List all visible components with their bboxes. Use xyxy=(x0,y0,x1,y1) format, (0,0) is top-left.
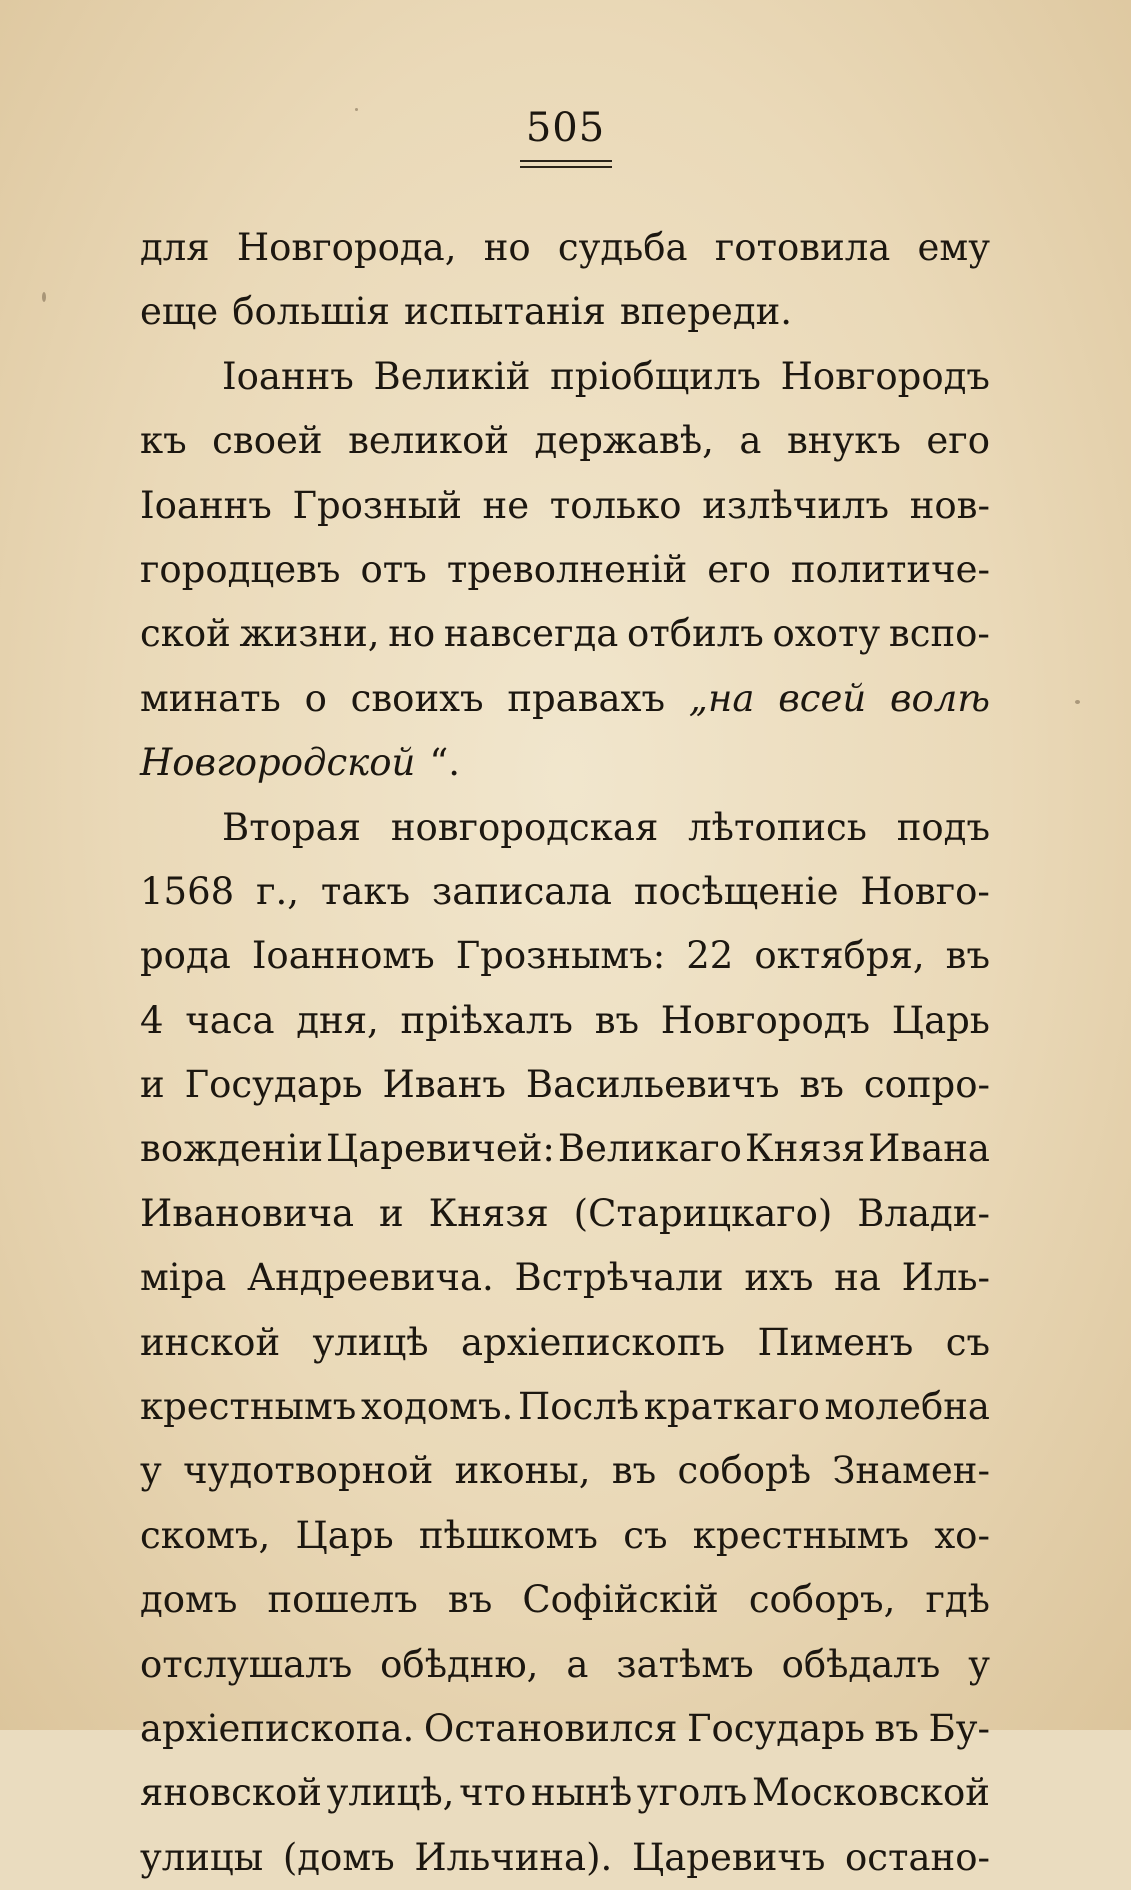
word: Остановился xyxy=(423,1706,678,1750)
word: его xyxy=(707,547,771,591)
word: впереди. xyxy=(619,290,793,334)
word: Влади- xyxy=(857,1191,990,1235)
word: Ильчина). xyxy=(414,1835,613,1879)
word: записала xyxy=(432,869,612,913)
text-line xyxy=(140,474,990,538)
word: внукъ xyxy=(786,419,901,463)
word: вожденіи xyxy=(140,1127,323,1171)
word: Іоаннъ xyxy=(222,354,354,398)
word: и xyxy=(379,1191,404,1235)
text-line xyxy=(140,345,990,409)
word: Вторая xyxy=(222,805,362,849)
word: Государь xyxy=(687,1706,865,1750)
word: отбилъ xyxy=(627,612,764,656)
word: инской xyxy=(140,1320,281,1364)
word: жизни, xyxy=(239,612,380,656)
word: еще xyxy=(140,290,219,334)
word: лѣтопись xyxy=(688,805,867,849)
paper-speck xyxy=(42,292,46,302)
word: крестнымъ xyxy=(692,1513,910,1557)
word: судьба xyxy=(557,226,688,269)
word: своей xyxy=(212,419,323,463)
word: новгородская xyxy=(390,805,659,849)
page-number: 505 xyxy=(525,105,606,151)
word: въ xyxy=(611,1449,657,1493)
word: (Старицкаго) xyxy=(573,1191,833,1235)
word: домъ xyxy=(140,1578,238,1622)
word: рода xyxy=(140,934,231,978)
word: такъ xyxy=(320,869,411,913)
word: Новгородъ xyxy=(780,354,990,398)
word: Ивана xyxy=(868,1127,990,1171)
word: политиче- xyxy=(790,547,990,591)
text-line xyxy=(140,731,990,795)
word: обѣдню, xyxy=(380,1642,539,1686)
text-line xyxy=(140,1697,990,1761)
word: Іоаннъ xyxy=(140,483,272,527)
word: г., xyxy=(256,869,299,913)
word: хо- xyxy=(934,1513,990,1557)
word: своихъ xyxy=(350,676,484,720)
text-line xyxy=(140,924,990,988)
word: Послѣ xyxy=(517,1385,640,1429)
word: посѣщеніе xyxy=(633,869,839,913)
word: иконы, xyxy=(454,1449,591,1493)
word: минать xyxy=(140,676,281,720)
word: въ xyxy=(799,1063,844,1107)
word: пріобщилъ xyxy=(550,354,761,398)
word: Грозный xyxy=(292,483,462,527)
word: охоту xyxy=(772,612,881,656)
word: на xyxy=(834,1256,881,1300)
text-line xyxy=(140,1826,990,1890)
word: а xyxy=(739,419,762,463)
word: Царь xyxy=(891,998,990,1042)
word: Новго- xyxy=(860,869,990,913)
word: навсегда xyxy=(443,612,619,656)
text-line xyxy=(140,280,990,344)
word: излѣчилъ xyxy=(702,483,890,527)
word: отслушалъ xyxy=(140,1642,353,1686)
word: только xyxy=(549,483,682,527)
word: молебна xyxy=(824,1385,990,1429)
word: гдѣ xyxy=(925,1578,990,1622)
text-line xyxy=(140,1117,990,1181)
word: Бу- xyxy=(928,1706,990,1750)
word: отъ xyxy=(360,547,427,591)
word: правахъ xyxy=(507,676,666,720)
word: и xyxy=(140,1063,165,1107)
word: ской xyxy=(140,612,231,656)
word: треволненій xyxy=(446,547,688,591)
word: что xyxy=(459,1771,527,1815)
word: міра xyxy=(140,1256,227,1300)
word: Іоанномъ xyxy=(251,934,435,978)
text-line xyxy=(140,1182,990,1246)
word: пріѣхалъ xyxy=(400,998,573,1042)
text-line xyxy=(140,1568,990,1632)
text-line xyxy=(140,1439,990,1503)
paper-speck xyxy=(355,108,358,111)
word: затѣмъ xyxy=(616,1642,754,1686)
word: а xyxy=(566,1642,589,1686)
word: ему xyxy=(917,226,990,269)
word: Царевичей: xyxy=(325,1127,555,1171)
word: Царевичъ xyxy=(631,1835,826,1879)
word: часа xyxy=(185,998,275,1042)
word: Государь xyxy=(184,1063,363,1107)
word: у xyxy=(140,1449,162,1493)
word: съ xyxy=(623,1513,668,1557)
word: въ xyxy=(874,1706,919,1750)
text-line xyxy=(140,989,990,1053)
word: но xyxy=(388,612,436,656)
word: Новгородской xyxy=(140,741,416,785)
text-line xyxy=(140,1375,990,1439)
text-line xyxy=(140,1761,990,1825)
word: скомъ, xyxy=(140,1513,271,1557)
word: большія xyxy=(232,290,390,334)
text-line xyxy=(140,796,990,860)
word: “. xyxy=(429,741,461,785)
word: соборѣ xyxy=(677,1449,812,1493)
word: съ xyxy=(945,1320,990,1364)
word: пѣшкомъ xyxy=(418,1513,598,1557)
word: остано- xyxy=(845,1835,990,1879)
double-rule-divider xyxy=(520,160,612,168)
word: не xyxy=(482,483,530,527)
text-line xyxy=(140,538,990,602)
word: его xyxy=(926,419,990,463)
word: архіепископа. xyxy=(140,1706,415,1750)
word: Ивановича xyxy=(140,1191,355,1235)
word: Царь xyxy=(295,1513,394,1557)
word: испытанія xyxy=(403,290,606,334)
word: Великаго xyxy=(557,1127,742,1171)
word: яновской xyxy=(140,1771,322,1815)
word: о xyxy=(304,676,327,720)
word: сопро- xyxy=(863,1063,990,1107)
word: всей xyxy=(778,676,867,720)
word: (домъ xyxy=(282,1835,395,1879)
word: державѣ, xyxy=(534,419,714,463)
word: улицѣ xyxy=(312,1320,429,1364)
text-line xyxy=(140,1311,990,1375)
word: къ xyxy=(140,419,187,463)
word: ихъ xyxy=(744,1256,814,1300)
text-line xyxy=(140,860,990,924)
word: Пименъ xyxy=(757,1320,914,1364)
word: Знамен- xyxy=(832,1449,990,1493)
word: Новгородъ xyxy=(660,998,871,1042)
word: Встрѣчали xyxy=(514,1256,724,1300)
text-line xyxy=(140,1633,990,1697)
word: подъ xyxy=(896,805,990,849)
word: вспо- xyxy=(888,612,990,656)
word: 4 xyxy=(140,998,164,1042)
text-line xyxy=(140,216,990,280)
word: октября, xyxy=(754,934,925,978)
word: Иванъ xyxy=(382,1063,506,1107)
word: уголъ xyxy=(636,1771,748,1815)
body-text xyxy=(140,216,990,1890)
word: въ xyxy=(447,1578,493,1622)
word: Новгорода, xyxy=(236,226,457,269)
word: Софійскій xyxy=(522,1578,719,1622)
word: волѣ xyxy=(889,676,990,720)
text-line xyxy=(140,1053,990,1117)
text-line xyxy=(140,409,990,473)
text-line xyxy=(140,1246,990,1310)
word: для xyxy=(140,226,210,269)
word: Грознымъ: xyxy=(455,934,666,978)
word: готовила xyxy=(714,226,891,269)
word: Князя xyxy=(428,1191,549,1235)
word: 1568 xyxy=(140,869,235,913)
word: дня, xyxy=(296,998,379,1042)
word: крестнымъ xyxy=(140,1385,357,1429)
word: въ xyxy=(945,934,990,978)
word: Великій xyxy=(373,354,531,398)
word: но xyxy=(483,226,531,269)
text-line xyxy=(140,1504,990,1568)
word: обѣдалъ xyxy=(781,1642,941,1686)
word: въ xyxy=(594,998,640,1042)
word: у xyxy=(968,1642,990,1686)
text-line xyxy=(140,602,990,666)
paper-speck xyxy=(1075,700,1080,704)
word: пошелъ xyxy=(267,1578,418,1622)
word: нынѣ xyxy=(531,1771,633,1815)
word: чудотворной xyxy=(183,1449,434,1493)
word: нов- xyxy=(909,483,990,527)
word: Иль- xyxy=(901,1256,990,1300)
page-header xyxy=(0,104,1131,168)
word: городцевъ xyxy=(140,547,341,591)
word: Московской xyxy=(752,1771,990,1815)
word: улицы xyxy=(140,1835,264,1879)
word: 22 xyxy=(686,934,734,978)
word: улицѣ, xyxy=(326,1771,455,1815)
text-line xyxy=(140,667,990,731)
word: Князя xyxy=(744,1127,866,1171)
word: архіепископъ xyxy=(461,1320,726,1364)
word: „на xyxy=(688,676,755,720)
word: соборъ, xyxy=(748,1578,896,1622)
word: Андреевича. xyxy=(247,1256,494,1300)
word: великой xyxy=(348,419,510,463)
word: ходомъ. xyxy=(360,1385,514,1429)
word: краткаго xyxy=(643,1385,820,1429)
word: Васильевичъ xyxy=(525,1063,780,1107)
